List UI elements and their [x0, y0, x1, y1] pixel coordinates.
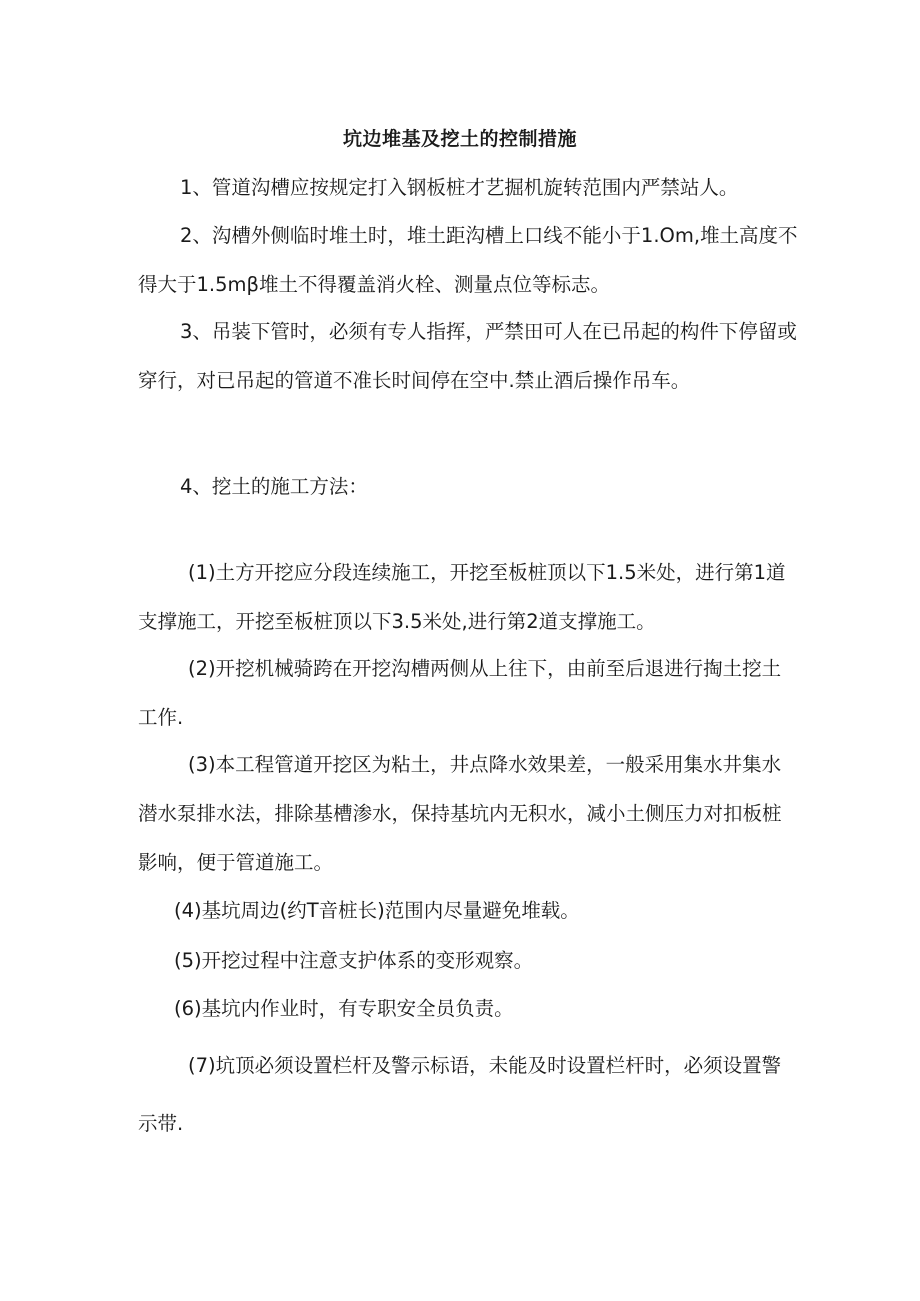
paragraph-4-7: (7)坑顶必须设置栏杆及警示标语，未能及时设置栏杆时，必须设置警示带.	[138, 1054, 782, 1135]
paragraph-4-5: (5)开挖过程中注意支护体系的变形观察。	[174, 949, 534, 972]
paragraph-4-2: (2)开挖机械骑跨在开挖沟槽两侧从上往下，由前至后退进行掏土挖土工作.	[138, 657, 782, 729]
paragraph-4-4: (4)基坑周边(约T音桩长)范围内尽量避免堆载。	[174, 899, 580, 922]
document-title: 坑边堆基及挖土的控制措施	[342, 128, 577, 150]
paragraph-3: 3、吊装下管时，必须有专人指挥，严禁田可人在已吊起的构件下停留或穿行，对已吊起的管道不准长时间停在空中.禁止酒后操作吊车。	[138, 320, 797, 392]
paragraph-4-heading: 4、挖土的施工方法：	[180, 475, 368, 498]
paragraph-1: 1、管道沟槽应按规定打入钢板桩才艺掘机旋转范围内严禁站人。	[180, 176, 739, 199]
paragraph-4-6: (6)基坑内作业时，有专职安全员负责。	[174, 997, 514, 1020]
paragraph-4-1: (1)土方开挖应分段连续施工，开挖至板桩顶以下1.5米处，进行第1道支撑施工，开挖至板桩顶以下3.5米处,进行第2道支撑施工。	[138, 561, 786, 633]
paragraph-4-3: (3)本工程管道开挖区为粘土，井点降水效果差，一般采用集水井集水潜水泵排水法，排除基槽渗水，保持基坑内无积水，减小土侧压力对扣板桩影响，便于管道施工。	[138, 753, 782, 874]
paragraph-2: 2、沟槽外侧临时堆土时，堆土距沟槽上口线不能小于1.Om,堆土高度不得大于1.5mβ堆土不得覆盖消火栓、测量点位等标志。	[138, 224, 798, 296]
